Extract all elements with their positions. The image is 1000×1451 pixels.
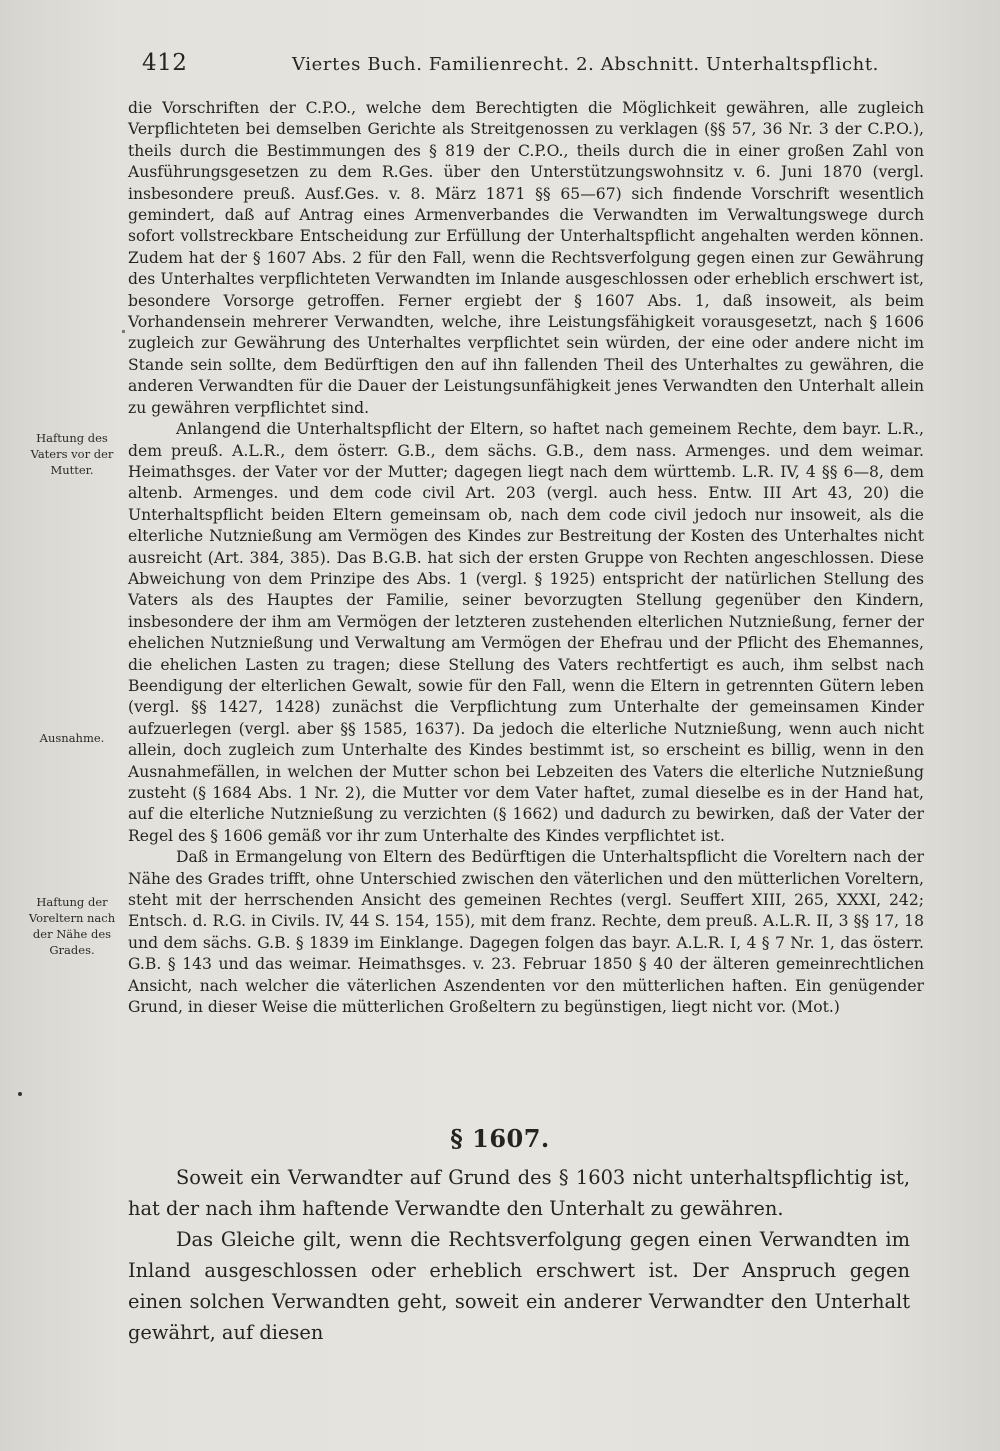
page-number: 412 (142, 50, 188, 76)
section-sentence-1: Soweit ein Verwandter auf Grund des § 1603 nicht unterhaltspflichtig ist, hat der nach ihm haftende Verwandte den Unterhalt zu gewähren. (128, 1166, 910, 1220)
page-header (142, 50, 942, 90)
margin-note-exception: Ausnahme. (39, 731, 105, 745)
paragraph-ancestors-liability: Daß in Ermangelung von Eltern des Bedürftigen die Unterhaltspflicht die Voreltern nach der Nähe des Grades trifft, ohne Unterschied zwischen den väterlichen und den mütterlichen Voreltern, steht mit der herrschenden Ansicht des gemeinen Rechtes (vergl. Seuffert XIII, 265, XXXI, 242; Entsch. d. R.G. in Civils. IV, 44 S. 154, 155), mit dem franz. Rechte, dem preuß. A.L.R. II, 3 §§ 17, 18 und dem sächs. G.B. § 1839 im Einklange. Dagegen folgen das bayr. A.L.R. I, 4 § 7 Nr. 1, das österr. G.B. § 143 und das weimar. Heimathsges. v. 23. Februar 1850 § 40 der älteren gemeinrechtlichen Ansicht, nach welcher die väterlichen Aszendenten vor den mütterlichen haften. Ein genügender Grund, in dieser Weise die mütterlichen Großeltern zu begünstigen, liegt nicht vor. (Mot.) (128, 848, 924, 1017)
ink-mark (122, 330, 125, 333)
running-head: Viertes Buch. Familienrecht. 2. Abschnitt. Unterhaltspflicht. (292, 54, 879, 75)
section-text (128, 1162, 910, 1348)
section-heading: § 1607. (450, 1124, 550, 1153)
paragraph-parents-liability: Anlangend die Unterhaltspflicht der Eltern, so haftet nach gemeinem Rechte, dem bayr. L.R., dem preuß. A.L.R., dem österr. G.B., dem sächs. G.B., dem nass. Armenges. und dem weimar. Heimathsges. der Vater vor der Mutter; dagegen liegt nach dem württemb. L.R. IV, 4 §§ 6—8, dem altenb. Armenges. und dem code civil Art. 203 (vergl. auch hess. Entw. III Art 43, 20) die Unterhaltspflicht beiden Eltern gemeinsam ob, nach dem code civil jedoch nur insoweit, als die elterliche Nutznießung am Vermögen des Kindes zur Bestreitung der Kosten des Unterhaltes nicht ausreicht (Art. 384, 385). Das B.G.B. hat sich der ersten Gruppe von Rechten angeschlossen. Diese Abweichung von dem Prinzipe des Abs. 1 (vergl. § 1925) entspricht der natürlichen Stellung des Vaters als des Hauptes der Familie, seiner bevorzugten Stellung gegenüber den Kindern, insbesondere der ihm am Vermögen der letzteren zustehenden elterlichen Nutznießung, ferner der ehelichen Nutznießung und Verwaltung am Vermögen der Ehefrau und der Pflicht des Ehemannes, die ehelichen Lasten zu tragen; diese Stellung des Vaters rechtfertigt es auch, ihm selbst nach Beendigung der elterlichen Gewalt, sowie für den Fall, wenn die Eltern in getrennten Gütern leben (vergl. §§ 1427, 1428) zunächst die Verpflichtung zum Unterhalte der gemeinsamen Kinder aufzuerlegen (vergl. aber §§ 1585, 1637). Da jedoch die elterliche Nutznießung, wenn auch nicht allein, doch zugleich zum Unterhalte des Kindes bestimmt ist, so erscheint es billig, wenn in den Ausnahmefällen, in welchen der Mutter schon bei Lebzeiten des Vaters die elterliche Nutznießung zusteht (§ 1684 Abs. 1 Nr. 2), die Mutter vor dem Vater haftet, zumal dieselbe es in der Hand hat, auf die elterliche Nutznießung zu verzichten (§ 1662) und dadurch zu bewirken, daß der Vater der Regel des § 1606 gemäß vor ihr zum Unterhalte des Kindes verpflichtet ist. (128, 420, 924, 845)
paragraph-continuation: die Vorschriften der C.P.O., welche dem Berechtigten die Möglichkeit gewähren, alle zugleich Verpflichteten bei demselben Gerichte als Streitgenossen zu verklagen (§§ 57, 36 Nr. 3 der C.P.O.), theils durch die Bestimmungen des § 819 der C.P.O., theils durch die in einer großen Zahl von Ausführungsgesetzen zu dem R.Ges. über den Unterstützungswohnsitz v. 6. Juni 1870 (vergl. insbesondere preuß. Ausf.Ges. v. 8. März 1871 §§ 65—67) sich findende Vorschrift wesentlich gemindert, daß auf Antrag eines Armenverbandes die Verwandten im Verwaltungswege durch sofort vollstreckbare Entscheidung zur Erfüllung der Unterhaltspflicht angehalten werden können. Zudem hat der § 1607 Abs. 2 für den Fall, wenn die Rechtsverfolgung gegen einen zur Gewährung des Unterhaltes verpflichteten Verwandten im Inlande ausgeschlossen oder erheblich erschwert ist, besondere Vorsorge getroffen. Ferner ergiebt der § 1607 Abs. 1, daß insoweit, als beim Vorhandensein mehrerer Verwandten, welche, ihre Leistungsfähigkeit vorausgesetzt, nach § 1606 zugleich zur Gewährung des Unterhaltes verpflichtet sein würden, der eine oder andere nicht im Stande sein sollte, dem Bedürftigen den auf ihn fallenden Theil des Unterhaltes zu gewähren, die anderen Verwandten für die Dauer der Leistungsunfähigkeit jenes Verwandten den Unterhalt allein zu gewähren verpflichtet sind. (128, 99, 924, 417)
margin-note-father-before-mother: Haftung des Vaters vor der Mutter. (30, 431, 114, 477)
ink-speck (18, 1092, 22, 1096)
main-text (128, 98, 924, 1018)
section-sentence-2: Das Gleiche gilt, wenn die Rechtsverfolgung gegen einen Verwandten im Inland ausgeschlossen oder erheblich erschwert ist. Der Anspruch gegen einen solchen Verwandten geht, soweit ein anderer Verwandter den Unterhalt gewährt, auf diesen (128, 1228, 910, 1344)
margin-note-ancestors: Haftung der Voreltern nach der Nähe des Grades. (28, 895, 116, 957)
